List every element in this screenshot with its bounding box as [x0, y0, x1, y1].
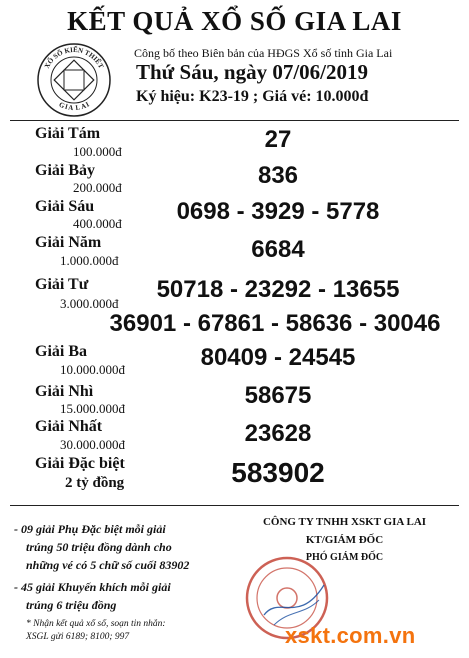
prize-value: 10.000.000đ: [60, 362, 125, 377]
company-name: CÔNG TY TNHH XSKT GIA LAI: [262, 516, 427, 528]
prize-numbers: 58675: [244, 382, 312, 409]
prize-numbers-line-2: 36901 - 67861 - 58636 - 30046: [109, 310, 441, 337]
logo-text-top: XỔ SỐ KIẾN THIẾT: [42, 45, 106, 70]
prize-name: Giải Nhất: [35, 418, 103, 435]
page-title: KẾT QUẢ XỔ SỐ GIA LAI: [67, 6, 402, 36]
subtitle: Công bố theo Biên bản của HĐGS Xổ số tỉnh Gia Lai: [134, 46, 393, 60]
prize-numbers: 6684: [251, 236, 305, 263]
lottery-logo: [36, 42, 112, 118]
bottom-divider: [10, 505, 459, 506]
note-line: trúng 50 triệu đồng dành cho: [26, 540, 172, 554]
note-line: trúng 6 triệu đồng: [26, 598, 117, 612]
prize-numbers: 0698 - 3929 - 5778: [176, 198, 380, 225]
prize-numbers: 23628: [244, 420, 312, 447]
prize-name: Giải Năm: [35, 234, 102, 251]
signer-role: KT/GIÁM ĐỐC: [305, 534, 384, 546]
ticket-code-price: Ký hiệu: K23-19 ; Giá vé: 10.000đ: [136, 88, 369, 105]
prize-numbers: 80409 - 24545: [200, 344, 356, 371]
prize-name: Giải Nhì: [35, 383, 94, 400]
prize-numbers-special: 583902: [231, 457, 325, 488]
note-line: - 45 giải Khuyến khích mỗi giải: [14, 580, 171, 594]
prize-numbers: 836: [257, 162, 299, 189]
prize-value: 100.000đ: [73, 144, 122, 159]
prize-value: 15.000.000đ: [60, 401, 125, 416]
prize-name: Giải Sáu: [35, 198, 95, 215]
sms-note: * Nhận kết quả xổ số, soạn tin nhắn:: [26, 619, 166, 629]
prize-name: Giải Đặc biệt: [35, 455, 125, 472]
top-divider: [10, 120, 459, 121]
prize-value: 30.000.000đ: [60, 437, 125, 452]
prize-value: 1.000.000đ: [60, 253, 119, 268]
draw-date: Thứ Sáu, ngày 07/06/2019: [136, 60, 368, 84]
prize-value: 2 tỷ đồng: [65, 475, 125, 491]
prize-name: Giải Tám: [35, 125, 101, 142]
sms-note: XSGL gửi 6189; 8100; 997: [26, 632, 130, 642]
note-line: - 09 giải Phụ Đặc biệt mỗi giải: [14, 522, 166, 536]
prize-name: Giải Ba: [35, 343, 88, 360]
prize-value: 3.000.000đ: [60, 296, 119, 311]
logo-text-bottom: GIA LAI: [57, 100, 91, 113]
svg-text:XỔ SỐ KIẾN THIẾT: [43, 46, 105, 70]
svg-text:GIA LAI: [58, 100, 91, 112]
prize-name: Giải Tư: [35, 276, 89, 293]
prize-numbers: 27: [264, 126, 292, 153]
signer-title: PHÓ GIÁM ĐỐC: [305, 552, 384, 563]
prize-name: Giải Bảy: [35, 162, 96, 179]
prize-numbers: 50718 - 23292 - 13655: [156, 276, 400, 303]
prize-value: 400.000đ: [73, 216, 122, 231]
prize-value: 200.000đ: [73, 180, 122, 195]
note-line: những vé có 5 chữ số cuối 83902: [26, 558, 190, 572]
brand-watermark: xskt.com.vn: [285, 623, 416, 648]
